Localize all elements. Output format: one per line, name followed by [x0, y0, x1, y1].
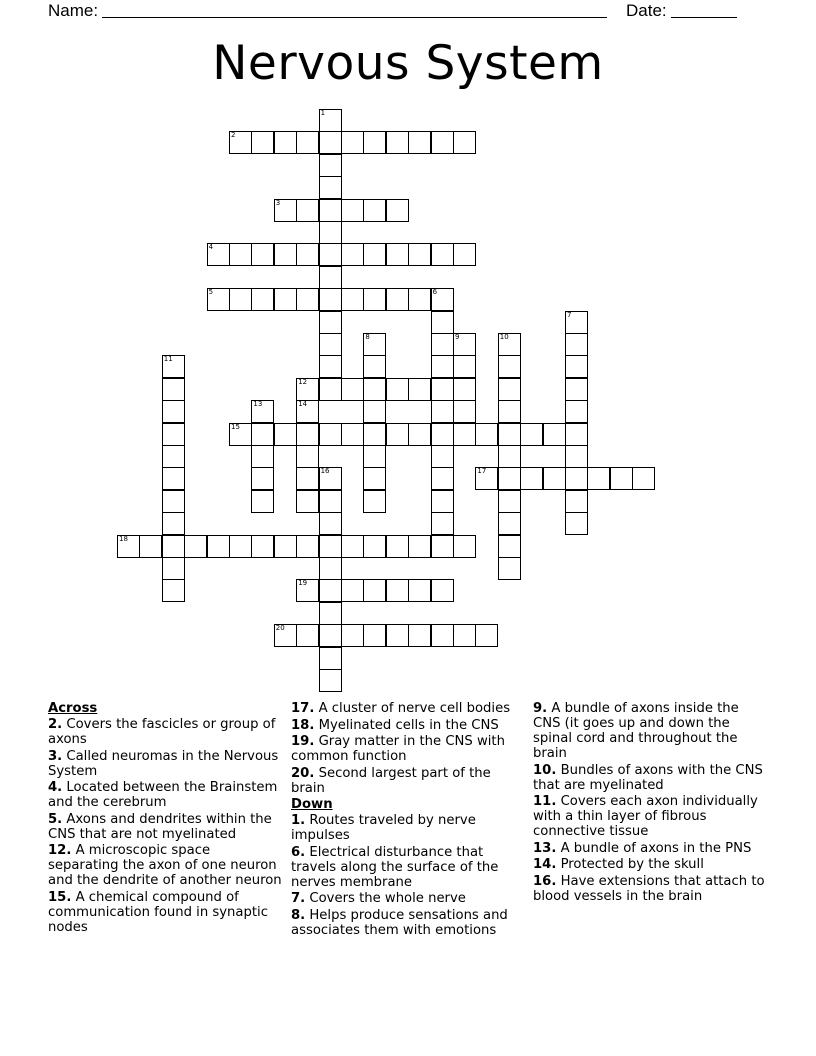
crossword-cell[interactable]: [319, 490, 342, 513]
crossword-cell[interactable]: [319, 557, 342, 580]
cell-number: 3: [275, 198, 281, 207]
crossword-cell[interactable]: [520, 467, 543, 490]
crossword-cell[interactable]: [319, 647, 342, 670]
cell-number: 9: [455, 333, 460, 341]
cell-number: 8: [365, 333, 370, 341]
crossword-cell[interactable]: [475, 624, 498, 647]
crossword-cell[interactable]: [296, 131, 319, 154]
clue-down-8: 8. Helps produce sensations and associates them with emotions: [291, 907, 508, 938]
crossword-cell[interactable]: [431, 579, 454, 602]
clue-down-16: 16. Have extensions that attach to blood vessels in the brain: [533, 873, 765, 904]
crossword-cell[interactable]: [498, 490, 521, 513]
crossword-cell[interactable]: [162, 467, 185, 490]
crossword-cell[interactable]: [498, 355, 521, 378]
crossword-cell[interactable]: [386, 288, 409, 311]
crossword-cell[interactable]: [296, 579, 319, 602]
crossword-cell[interactable]: [498, 557, 521, 580]
crossword-cell[interactable]: [319, 288, 342, 311]
crossword-cell[interactable]: [319, 243, 342, 266]
crossword-cell[interactable]: [296, 400, 319, 423]
crossword-cell[interactable]: [296, 490, 319, 513]
cell-number: 5: [208, 288, 214, 297]
crossword-cell[interactable]: [117, 535, 140, 558]
crossword-cell[interactable]: [319, 333, 342, 356]
clue-down-13: 13. A bundle of axons in the PNS: [533, 840, 752, 856]
crossword-cell[interactable]: [498, 512, 521, 535]
cell-number: 13: [253, 400, 263, 409]
clue-down-11: 11. Covers each axon individually with a thin layer of fibrous connective tissue: [533, 794, 758, 839]
crossword-cell[interactable]: [274, 423, 297, 446]
crossword-cell[interactable]: [498, 333, 521, 356]
crossword-cell[interactable]: [408, 288, 431, 311]
crossword-cell[interactable]: [363, 288, 386, 311]
clue-down-1: 1. Routes traveled by nerve impulses: [291, 813, 476, 843]
clue-across-5: 5. Axons and dendrites within the CNS that are not myelinated: [48, 811, 272, 842]
crossword-cell[interactable]: [453, 131, 476, 154]
crossword-cell[interactable]: [363, 490, 386, 513]
crossword-cell[interactable]: [274, 131, 297, 154]
crossword-cell[interactable]: [341, 423, 364, 446]
cell-number: 15: [231, 422, 240, 431]
crossword-cell[interactable]: [207, 243, 230, 266]
crossword-cell[interactable]: [319, 423, 342, 446]
clue-across-3: 3. Called neuromas in the Nervous System: [48, 748, 279, 779]
crossword-cell[interactable]: [408, 624, 431, 647]
crossword-cell[interactable]: [229, 131, 252, 154]
crossword-cell[interactable]: [319, 579, 342, 602]
crossword-cell[interactable]: [610, 467, 633, 490]
crossword-cell[interactable]: [229, 243, 252, 266]
crossword-cell[interactable]: [408, 131, 431, 154]
crossword-cell[interactable]: [251, 467, 274, 490]
crossword-cell[interactable]: [498, 445, 521, 468]
crossword-cell[interactable]: [431, 311, 454, 334]
crossword-cell[interactable]: [251, 288, 274, 311]
down-heading: Down: [291, 797, 333, 812]
clue-down-10: 10. Bundles of axons with the CNS that are myelinated: [533, 762, 763, 793]
crossword-cell[interactable]: [296, 445, 319, 468]
cell-number: 4: [208, 243, 214, 252]
crossword-cell[interactable]: [431, 445, 454, 468]
crossword-cell[interactable]: [431, 355, 454, 378]
clue-down-14: 14. Protected by the skull: [533, 857, 704, 872]
cell-number: 12: [298, 377, 308, 386]
clue-across-2: 2. Covers the fascicles or group of axons: [48, 717, 276, 747]
clue-down-9: 9. A bundle of axons inside the CNS (it goes up and down the spinal cord and throughout the brain: [533, 701, 739, 761]
across-heading: Across: [48, 701, 98, 716]
crossword-cell[interactable]: [341, 131, 364, 154]
crossword-cell[interactable]: [363, 535, 386, 558]
crossword-cell[interactable]: [565, 445, 588, 468]
clue-down-7: 7. Covers the whole nerve: [291, 891, 466, 906]
crossword-cell[interactable]: [431, 378, 454, 401]
crossword-cell[interactable]: [565, 311, 588, 334]
cell-number: 2: [231, 131, 236, 140]
crossword-cell[interactable]: [498, 535, 521, 558]
crossword-cell[interactable]: [319, 355, 342, 378]
crossword-cell[interactable]: [319, 311, 342, 334]
clue-across-18: 18. Myelinated cells in the CNS: [291, 717, 499, 733]
clue-across-15: 15. A chemical compound of communication found in synaptic nodes: [48, 889, 268, 935]
crossword-cell[interactable]: [162, 535, 185, 558]
crossword-cell[interactable]: [251, 423, 274, 446]
crossword-cell[interactable]: [431, 535, 454, 558]
cell-number: 6: [432, 288, 438, 297]
crossword-cell[interactable]: [363, 378, 386, 401]
crossword-cell[interactable]: [162, 490, 185, 513]
crossword-cell[interactable]: [162, 423, 185, 446]
crossword-cell[interactable]: [363, 445, 386, 468]
crossword-cell[interactable]: [363, 423, 386, 446]
crossword-cell[interactable]: [453, 535, 476, 558]
crossword-cell[interactable]: [274, 199, 297, 222]
crossword-cell[interactable]: [229, 423, 252, 446]
crossword-cell[interactable]: [319, 109, 342, 132]
crossword-cell[interactable]: [363, 131, 386, 154]
crossword-cell[interactable]: [386, 243, 409, 266]
crossword-cell[interactable]: [431, 333, 454, 356]
crossword-cell[interactable]: [251, 535, 274, 558]
crossword-cell[interactable]: [319, 199, 342, 222]
crossword-cell[interactable]: [363, 355, 386, 378]
crossword-cell[interactable]: [498, 467, 521, 490]
crossword-cell[interactable]: [408, 243, 431, 266]
crossword-cell[interactable]: [341, 624, 364, 647]
page-title: Nervous System: [212, 36, 604, 91]
crossword-cell[interactable]: [565, 423, 588, 446]
crossword-cell[interactable]: [408, 378, 431, 401]
crossword-cell[interactable]: [386, 535, 409, 558]
crossword-cell[interactable]: [386, 131, 409, 154]
crossword-cell[interactable]: [296, 624, 319, 647]
crossword-cell[interactable]: [319, 378, 342, 401]
crossword-cell[interactable]: [319, 221, 342, 244]
crossword-cell[interactable]: [431, 243, 454, 266]
crossword-cell[interactable]: [319, 154, 342, 177]
crossword-cell[interactable]: [341, 579, 364, 602]
crossword-cell[interactable]: [274, 624, 297, 647]
crossword-cell[interactable]: [251, 243, 274, 266]
crossword-cell[interactable]: [386, 579, 409, 602]
crossword-cell[interactable]: [296, 423, 319, 446]
crossword-cell[interactable]: [341, 243, 364, 266]
crossword-cell[interactable]: [520, 423, 543, 446]
crossword-cell[interactable]: [498, 378, 521, 401]
crossword-cell[interactable]: [207, 535, 230, 558]
crossword-cell[interactable]: [431, 423, 454, 446]
crossword-cell[interactable]: [565, 490, 588, 513]
clue-column-2: [291, 701, 527, 939]
clue-across-19: 19. Gray matter in the CNS with common function: [291, 734, 505, 764]
crossword-cell[interactable]: [386, 199, 409, 222]
cell-number: 14: [298, 400, 308, 409]
cell-number: 11: [163, 355, 173, 364]
crossword-cell[interactable]: [587, 467, 610, 490]
crossword-cell[interactable]: [565, 355, 588, 378]
crossword-cell[interactable]: [251, 490, 274, 513]
crossword-cell[interactable]: [363, 199, 386, 222]
crossword-cell[interactable]: [565, 378, 588, 401]
clue-across-17: 17. A cluster of nerve cell bodies: [291, 701, 511, 716]
cell-number: 1: [320, 109, 326, 117]
crossword-cell[interactable]: [274, 535, 297, 558]
clue-down-6: 6. Electrical disturbance that travels along the surface of the nerves membrane: [291, 844, 499, 890]
crossword-cell[interactable]: [251, 445, 274, 468]
cell-number: 10: [499, 333, 509, 341]
crossword-cell[interactable]: [363, 400, 386, 423]
crossword-cell[interactable]: [162, 355, 185, 378]
clue-column-3: [533, 701, 769, 905]
crossword-cell[interactable]: [319, 624, 342, 647]
crossword-cell[interactable]: [453, 423, 476, 446]
crossword-cell[interactable]: [363, 333, 386, 356]
crossword-cell[interactable]: [453, 355, 476, 378]
crossword-cell[interactable]: [274, 288, 297, 311]
crossword-cell[interactable]: [296, 535, 319, 558]
crossword-cell[interactable]: [363, 579, 386, 602]
crossword-cell[interactable]: [408, 535, 431, 558]
crossword-cell[interactable]: [431, 512, 454, 535]
clue-across-4: 4. Located between the Brainstem and the cerebrum: [48, 780, 278, 810]
cell-number: 17: [477, 467, 487, 476]
name-label: Name:: [48, 1, 99, 20]
crossword-cell[interactable]: [475, 467, 498, 490]
crossword-cell[interactable]: [453, 243, 476, 266]
crossword-cell[interactable]: [296, 288, 319, 311]
crossword-cell[interactable]: [341, 378, 364, 401]
crossword-cell[interactable]: [139, 535, 162, 558]
crossword-cell[interactable]: [431, 400, 454, 423]
crossword-cell[interactable]: [319, 535, 342, 558]
crossword-cell[interactable]: [408, 579, 431, 602]
crossword-cell[interactable]: [431, 624, 454, 647]
crossword-cell[interactable]: [184, 535, 207, 558]
crossword-cell[interactable]: [341, 288, 364, 311]
crossword-cell[interactable]: [498, 400, 521, 423]
crossword-cell[interactable]: [565, 333, 588, 356]
crossword-cell[interactable]: [363, 624, 386, 647]
crossword-cell[interactable]: [431, 490, 454, 513]
cell-number: 19: [298, 579, 308, 588]
crossword-cell[interactable]: [363, 467, 386, 490]
crossword-cell[interactable]: [408, 423, 431, 446]
crossword-cell[interactable]: [229, 288, 252, 311]
crossword-cell[interactable]: [431, 288, 454, 311]
cell-number: 16: [320, 467, 330, 476]
crossword-cell[interactable]: [319, 266, 342, 289]
crossword-cell[interactable]: [319, 131, 342, 154]
crossword-cell[interactable]: [251, 131, 274, 154]
crossword-cell[interactable]: [543, 467, 566, 490]
crossword-cell[interactable]: [386, 423, 409, 446]
clue-column-1: [48, 701, 284, 936]
crossword-cell[interactable]: [162, 378, 185, 401]
clue-across-20: 20. Second largest part of the brain: [291, 765, 491, 796]
cell-number: 20: [275, 624, 285, 633]
crossword-cell[interactable]: [296, 199, 319, 222]
crossword-cell[interactable]: [251, 400, 274, 423]
crossword-cell[interactable]: [162, 557, 185, 580]
date-label: Date:: [626, 1, 667, 20]
crossword-cell[interactable]: [319, 512, 342, 535]
crossword-cell[interactable]: [431, 131, 454, 154]
crossword-cell[interactable]: [162, 445, 185, 468]
crossword-cell[interactable]: [229, 535, 252, 558]
crossword-cell[interactable]: [296, 467, 319, 490]
cell-number: 18: [119, 534, 128, 543]
crossword-cell[interactable]: [498, 423, 521, 446]
crossword-cell[interactable]: [453, 333, 476, 356]
crossword-cell[interactable]: [453, 378, 476, 401]
clue-across-12: 12. A microscopic space separating the axon of one neuron and the dendrite of another neuron: [48, 843, 282, 888]
crossword-cell[interactable]: [341, 199, 364, 222]
crossword-cell[interactable]: [632, 467, 655, 490]
cell-number: 7: [567, 310, 572, 319]
crossword-cell[interactable]: [565, 467, 588, 490]
crossword-cell[interactable]: [207, 288, 230, 311]
crossword-cell[interactable]: [274, 243, 297, 266]
crossword-cell[interactable]: [319, 602, 342, 625]
crossword-cell[interactable]: [162, 400, 185, 423]
crossword-cell[interactable]: [319, 669, 342, 692]
crossword-cell[interactable]: [319, 176, 342, 199]
crossword-cell[interactable]: [565, 512, 588, 535]
crossword-cell[interactable]: [453, 400, 476, 423]
crossword-cell[interactable]: [319, 467, 342, 490]
crossword-cell[interactable]: [162, 512, 185, 535]
crossword-cell[interactable]: [475, 423, 498, 446]
crossword-cell[interactable]: [296, 243, 319, 266]
crossword-cell[interactable]: [296, 378, 319, 401]
crossword-cell[interactable]: [543, 423, 566, 446]
crossword-cell[interactable]: [565, 400, 588, 423]
crossword-cell[interactable]: [363, 243, 386, 266]
crossword-cell[interactable]: [431, 467, 454, 490]
crossword-cell[interactable]: [341, 535, 364, 558]
crossword-cell[interactable]: [162, 579, 185, 602]
crossword-cell[interactable]: [386, 378, 409, 401]
crossword-cell[interactable]: [453, 624, 476, 647]
crossword-cell[interactable]: [386, 624, 409, 647]
